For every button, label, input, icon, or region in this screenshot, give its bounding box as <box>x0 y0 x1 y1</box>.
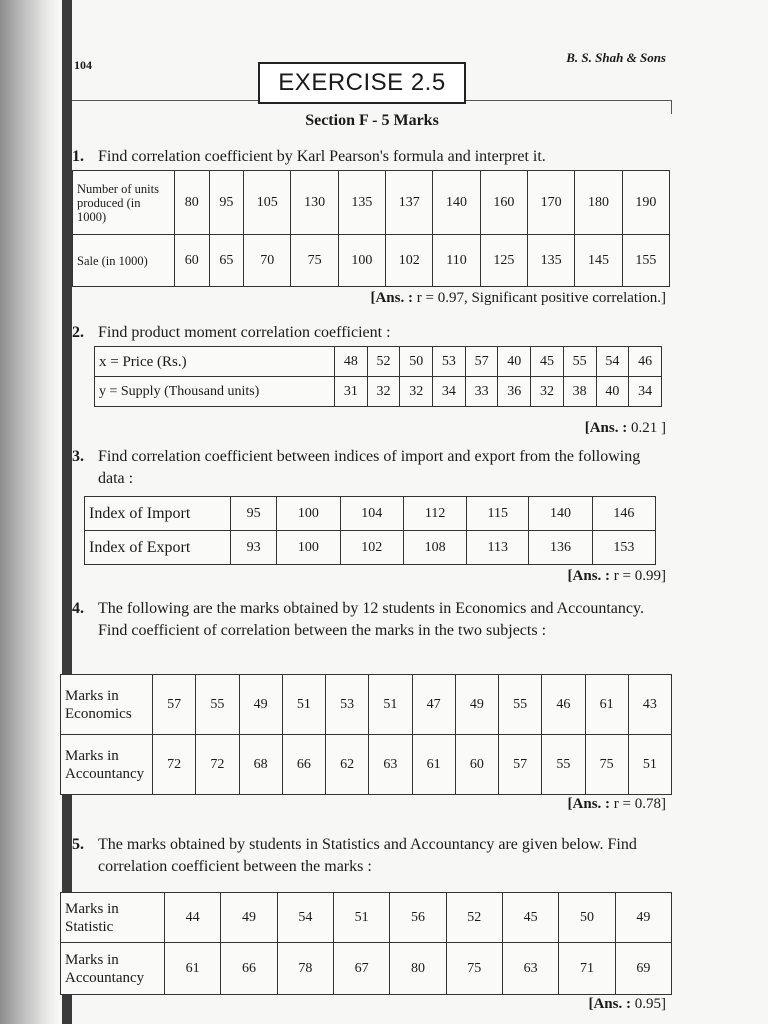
answer-2 <box>585 420 666 437</box>
row-label: Number of units produced (in 1000) <box>73 171 175 235</box>
table-cell: 43 <box>628 675 671 735</box>
table-cell: 61 <box>412 735 455 795</box>
question-3 <box>72 446 664 490</box>
table-cell: 112 <box>403 497 466 531</box>
table-cell: 102 <box>340 531 403 565</box>
table-row <box>85 531 656 565</box>
table-cell: 32 <box>400 377 433 407</box>
table-cell: 57 <box>153 675 196 735</box>
table-cell: 51 <box>282 675 325 735</box>
table-cell: 63 <box>369 735 412 795</box>
table-row <box>73 235 670 287</box>
table-cell: 75 <box>446 943 502 995</box>
table-cell: 105 <box>244 171 291 235</box>
question-text: Find product moment correlation coefficient : <box>98 324 391 341</box>
table-cell: 63 <box>502 943 558 995</box>
table-cell: 34 <box>433 377 466 407</box>
table-row <box>95 377 662 407</box>
exercise-title: EXERCISE 2.5 <box>278 69 446 96</box>
table-cell: 32 <box>367 377 400 407</box>
table-cell: 140 <box>529 497 592 531</box>
row-label: Marks in Economics <box>61 675 153 735</box>
table-cell: 140 <box>433 171 480 235</box>
answer-text: r = 0.78] <box>613 796 666 812</box>
table-cell: 57 <box>499 735 542 795</box>
table-cell: 113 <box>467 531 529 565</box>
table-cell: 66 <box>282 735 325 795</box>
table-row <box>61 675 672 735</box>
table-cell: 75 <box>585 735 628 795</box>
answer-prefix: [Ans. : <box>567 568 611 584</box>
table-cell: 108 <box>403 531 466 565</box>
question-1-table <box>72 170 670 287</box>
question-5-table <box>60 892 672 995</box>
table-cell: 68 <box>239 735 282 795</box>
answer-4 <box>568 796 666 813</box>
question-4 <box>72 598 668 642</box>
table-cell: 155 <box>622 235 669 287</box>
table-cell: 40 <box>596 377 629 407</box>
table-cell: 61 <box>585 675 628 735</box>
question-1 <box>72 146 546 168</box>
table-cell: 100 <box>338 235 385 287</box>
table-cell: 50 <box>400 347 433 377</box>
table-cell: 71 <box>559 943 615 995</box>
table-cell: 69 <box>615 943 671 995</box>
table-cell: 62 <box>326 735 369 795</box>
question-number: 1. <box>72 148 84 165</box>
question-2 <box>72 322 391 344</box>
question-text: Find correlation coefficient between indices of import and export from the following data : <box>98 448 641 487</box>
table-cell: 56 <box>390 893 446 943</box>
table-cell: 66 <box>221 943 277 995</box>
table-cell: 72 <box>153 735 196 795</box>
table-cell: 60 <box>455 735 498 795</box>
table-cell: 33 <box>465 377 498 407</box>
answer-1 <box>370 290 666 307</box>
table-cell: 130 <box>291 171 338 235</box>
table-cell: 125 <box>480 235 527 287</box>
table-cell: 70 <box>244 235 291 287</box>
table-cell: 153 <box>592 531 655 565</box>
row-label: y = Supply (Thousand units) <box>95 377 335 407</box>
table-cell: 46 <box>629 347 662 377</box>
table-cell: 145 <box>575 235 622 287</box>
row-label: Sale (in 1000) <box>73 235 175 287</box>
table-cell: 146 <box>592 497 655 531</box>
table-cell: 36 <box>498 377 531 407</box>
table-cell: 46 <box>542 675 585 735</box>
table-cell: 135 <box>338 171 385 235</box>
table-cell: 54 <box>277 893 333 943</box>
table-cell: 48 <box>335 347 368 377</box>
question-4-table <box>60 674 672 795</box>
question-text: The following are the marks obtained by 12 students in Economics and Accountancy. Find coefficient of correlation between the marks in the two subjects : <box>98 600 644 639</box>
table-cell: 57 <box>465 347 498 377</box>
answer-prefix: [Ans. : <box>370 290 413 306</box>
table-cell: 51 <box>369 675 412 735</box>
table-cell: 49 <box>221 893 277 943</box>
table-cell: 100 <box>277 531 340 565</box>
question-number: 3. <box>72 448 84 465</box>
row-label: Marks in Statistic <box>61 893 165 943</box>
table-cell: 190 <box>622 171 669 235</box>
book-spine <box>62 0 72 1024</box>
table-row <box>95 347 662 377</box>
row-label: Marks in Accountancy <box>61 943 165 995</box>
row-label: Index of Export <box>85 531 231 565</box>
answer-text: 0.95] <box>634 996 666 1012</box>
answer-prefix: [Ans. : <box>588 996 631 1012</box>
table-cell: 104 <box>340 497 403 531</box>
table-cell: 61 <box>165 943 221 995</box>
publisher-name: B. S. Shah & Sons <box>566 50 666 65</box>
answer-text: r = 0.97, Significant positive correlation.] <box>416 290 666 306</box>
table-cell: 75 <box>291 235 338 287</box>
table-cell: 52 <box>446 893 502 943</box>
table-cell: 50 <box>559 893 615 943</box>
table-cell: 180 <box>575 171 622 235</box>
table-cell: 110 <box>433 235 480 287</box>
page-content <box>65 0 676 1024</box>
table-cell: 49 <box>455 675 498 735</box>
table-cell: 55 <box>499 675 542 735</box>
page-number: 104 <box>74 58 92 72</box>
answer-prefix: [Ans. : <box>567 796 611 812</box>
table-row <box>85 497 656 531</box>
table-cell: 45 <box>531 347 564 377</box>
answer-3 <box>568 568 666 585</box>
table-cell: 31 <box>335 377 368 407</box>
table-cell: 44 <box>165 893 221 943</box>
table-cell: 67 <box>333 943 389 995</box>
table-cell: 78 <box>277 943 333 995</box>
table-cell: 72 <box>196 735 239 795</box>
table-cell: 102 <box>386 235 433 287</box>
question-3-table <box>84 496 656 565</box>
answer-prefix: [Ans. : <box>584 420 628 436</box>
table-cell: 136 <box>529 531 592 565</box>
table-cell: 53 <box>433 347 466 377</box>
table-cell: 60 <box>175 235 210 287</box>
row-label: Marks in Accountancy <box>61 735 153 795</box>
table-cell: 95 <box>209 171 244 235</box>
table-cell: 95 <box>231 497 277 531</box>
table-cell: 49 <box>615 893 671 943</box>
table-row <box>61 943 672 995</box>
answer-5 <box>588 996 666 1013</box>
question-number: 2. <box>72 324 84 341</box>
book-binding-shadow <box>0 0 58 1024</box>
table-cell: 80 <box>390 943 446 995</box>
table-cell: 51 <box>628 735 671 795</box>
question-text: Find correlation coefficient by Karl Pearson's formula and interpret it. <box>98 148 546 165</box>
table-cell: 34 <box>629 377 662 407</box>
table-cell: 137 <box>386 171 433 235</box>
table-cell: 160 <box>480 171 527 235</box>
table-cell: 135 <box>528 235 575 287</box>
table-cell: 45 <box>502 893 558 943</box>
table-cell: 55 <box>196 675 239 735</box>
table-cell: 38 <box>563 377 596 407</box>
table-cell: 32 <box>531 377 564 407</box>
answer-text: r = 0.99] <box>613 568 666 584</box>
table-cell: 80 <box>175 171 210 235</box>
exercise-title-box <box>258 62 466 104</box>
table-cell: 100 <box>277 497 340 531</box>
table-cell: 170 <box>528 171 575 235</box>
table-cell: 115 <box>467 497 529 531</box>
question-text: The marks obtained by students in Statistics and Accountancy are given below. Find correlation coefficient between the marks : <box>98 836 637 875</box>
table-cell: 40 <box>498 347 531 377</box>
question-number: 4. <box>72 600 84 617</box>
table-cell: 65 <box>209 235 244 287</box>
row-label: Index of Import <box>85 497 231 531</box>
table-cell: 54 <box>596 347 629 377</box>
table-cell: 47 <box>412 675 455 735</box>
table-cell: 51 <box>333 893 389 943</box>
section-title: Section F - 5 Marks <box>305 112 439 129</box>
table-cell: 53 <box>326 675 369 735</box>
table-cell: 93 <box>231 531 277 565</box>
table-cell: 49 <box>239 675 282 735</box>
question-2-table <box>94 346 662 407</box>
table-cell: 52 <box>367 347 400 377</box>
question-number: 5. <box>72 836 84 853</box>
question-5 <box>72 834 668 878</box>
row-label: x = Price (Rs.) <box>95 347 335 377</box>
answer-text: 0.21 ] <box>631 420 666 436</box>
table-cell: 55 <box>563 347 596 377</box>
table-row <box>73 171 670 235</box>
table-row <box>61 893 672 943</box>
table-cell: 55 <box>542 735 585 795</box>
table-row <box>61 735 672 795</box>
